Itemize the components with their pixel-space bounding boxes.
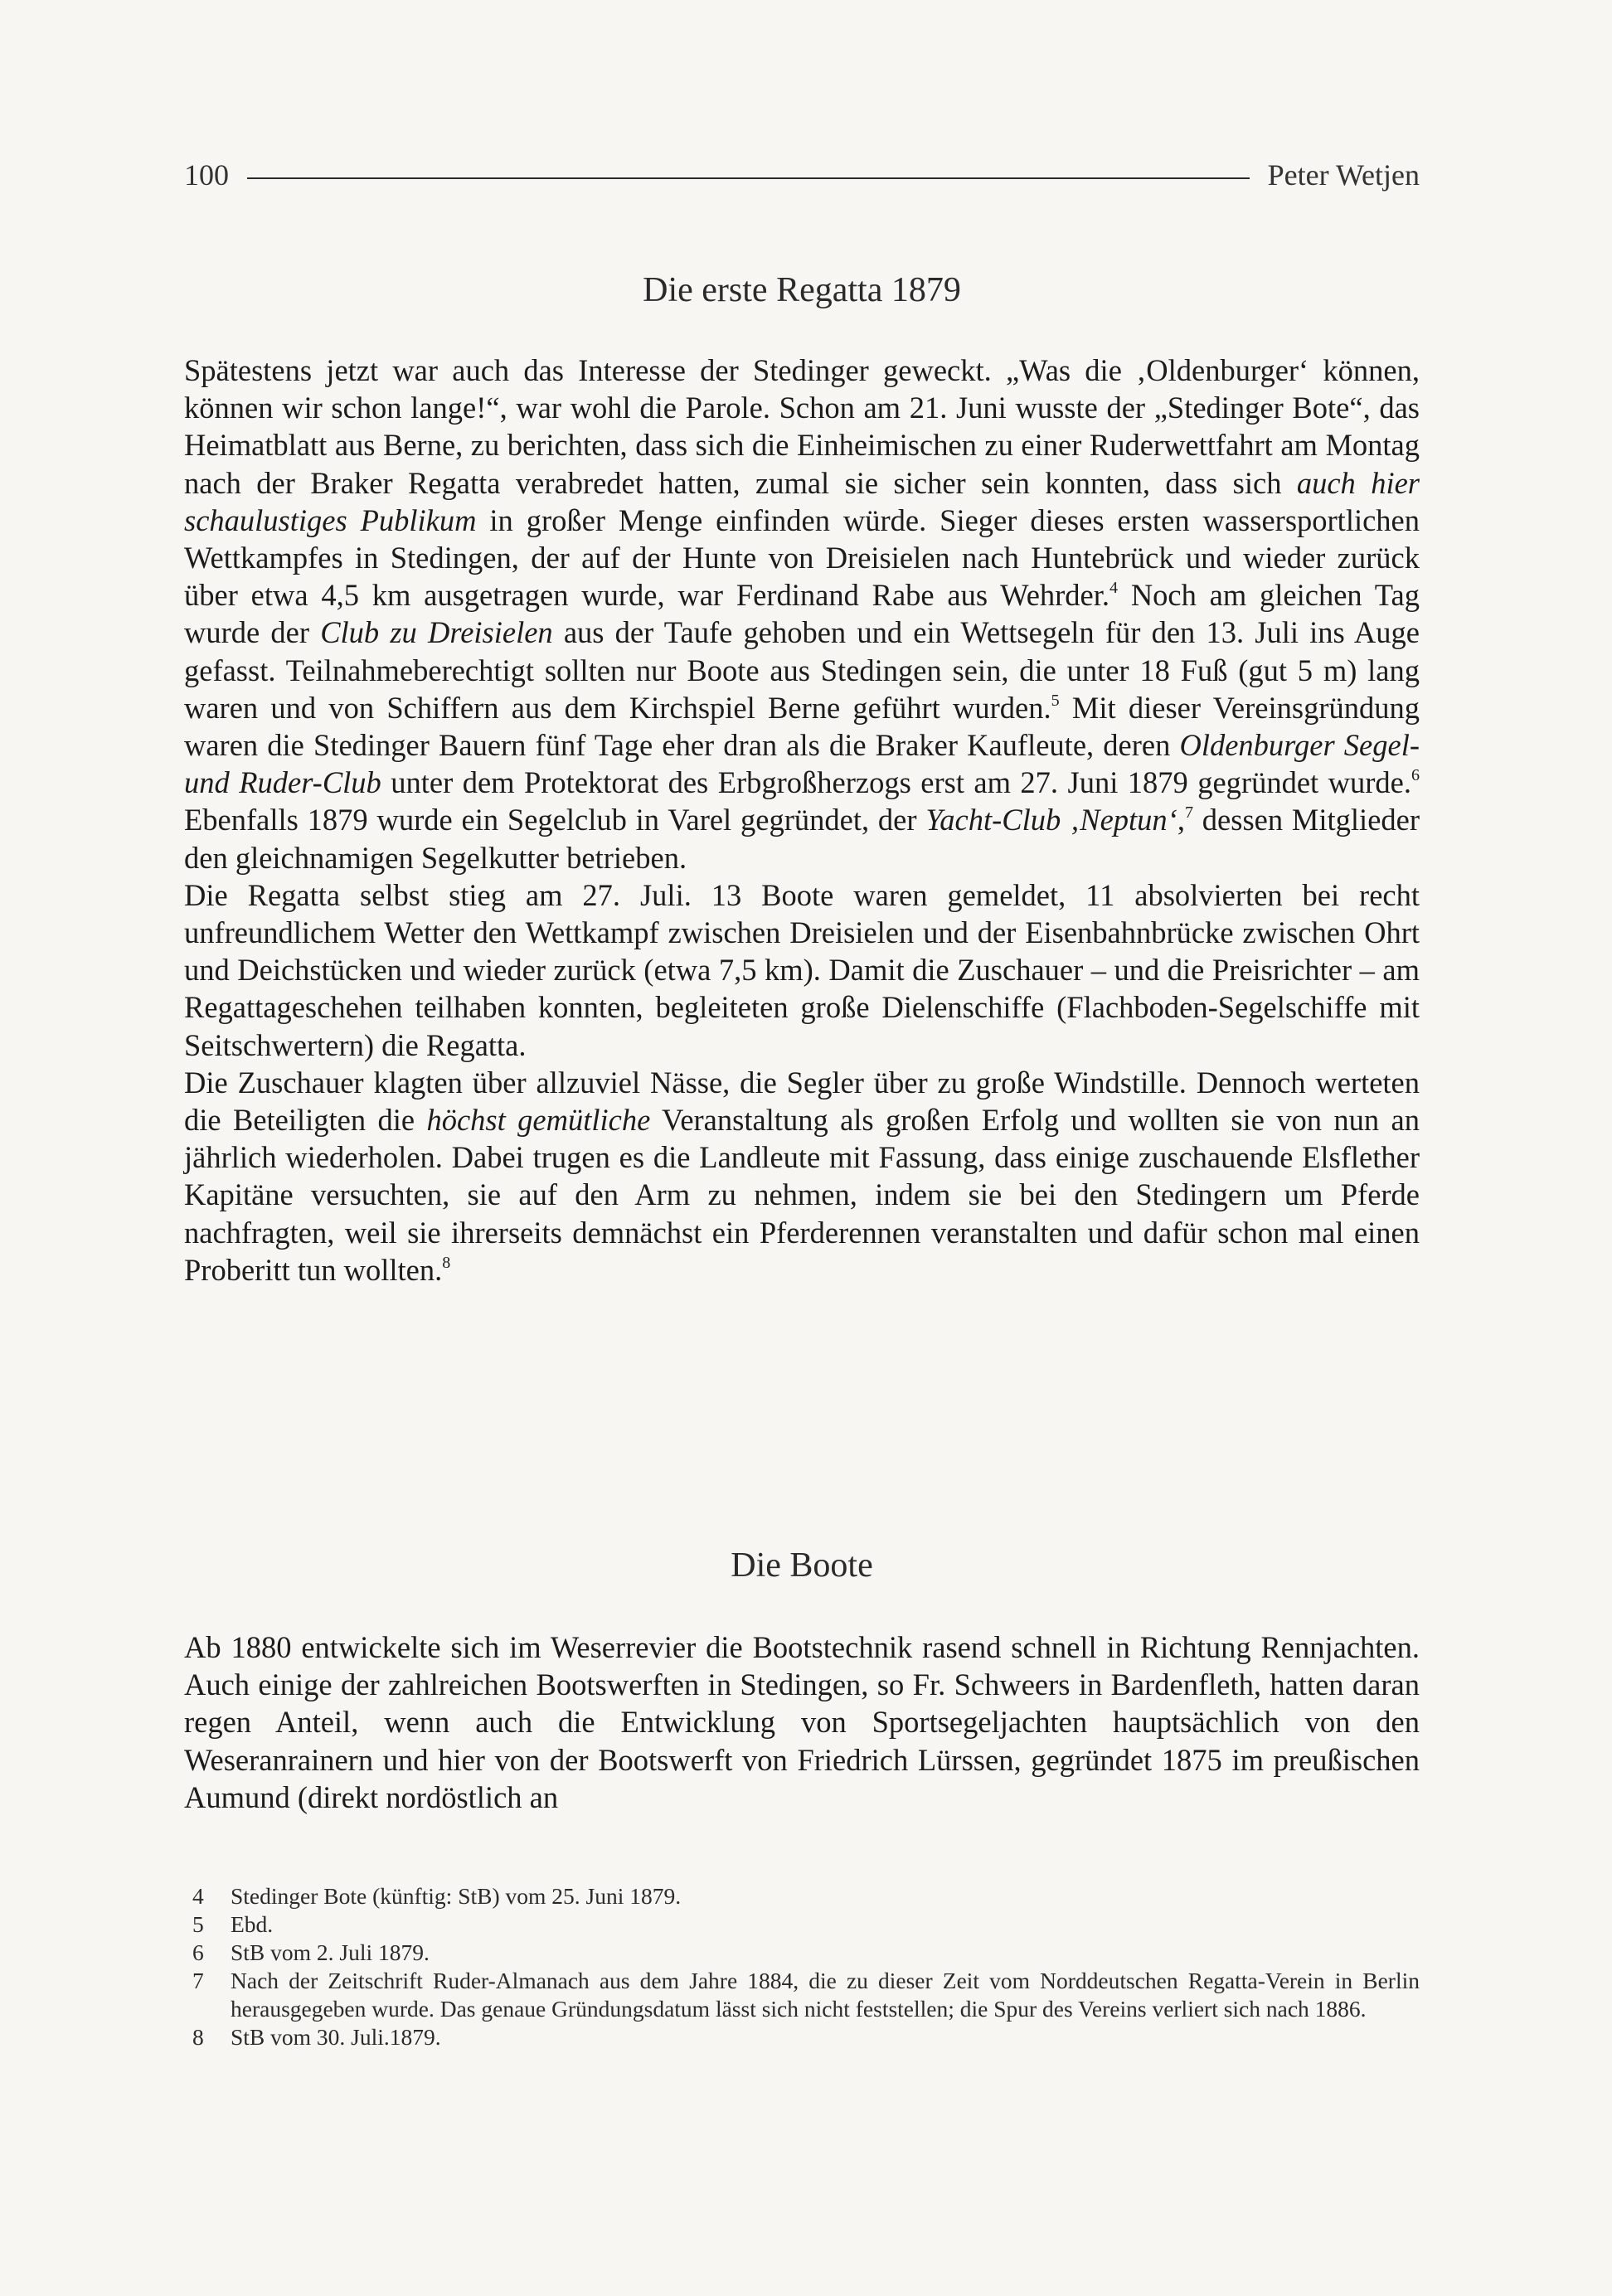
footnote xyxy=(192,1939,1420,1967)
footnote-ref[interactable]: 6 xyxy=(1410,766,1420,785)
running-header xyxy=(184,158,1420,192)
footnote-ref[interactable]: 8 xyxy=(442,1253,451,1272)
footnote-number: 5 xyxy=(192,1911,204,1937)
footnote-text: Nach der Zeitschrift Ruder-Almanach aus dem Jahre 1884, die zu dieser Zeit vom Norddeutschen Regatta-Verein in Berlin herausgegeben wurde. Das genaue Gründungsdatum lässt sich nicht feststellen; die Spur des Vereins verliert sich nach 1886. xyxy=(231,1968,1420,2022)
footnote-text: Ebd. xyxy=(231,1911,274,1937)
footnote-ref[interactable]: 5 xyxy=(1051,691,1060,710)
section-body-regatta xyxy=(184,352,1420,1289)
section-title-boote: Die Boote xyxy=(731,1546,873,1585)
footnote-ref[interactable]: 7 xyxy=(1184,803,1193,823)
header-rule xyxy=(247,177,1250,179)
section-title-regatta: Die erste Regatta 1879 xyxy=(643,271,961,309)
footnote-number: 7 xyxy=(192,1968,204,1993)
footnote-number: 4 xyxy=(192,1883,204,1909)
footnote-text: Stedinger Bote (künftig: StB) vom 25. Juni 1879. xyxy=(231,1883,682,1909)
footnote-ref[interactable]: 4 xyxy=(1109,579,1119,598)
running-head-author: Peter Wetjen xyxy=(1267,158,1420,192)
footnote xyxy=(192,1967,1420,2023)
paragraph: Spätestens jetzt war auch das Interesse der Stedinger geweckt. „Was die ‚Oldenburger‘ können, können wir schon lange!“, war wohl die Parole. Schon am 21. Juni wusste der „Stedinger Bote“, das Heimatblatt aus Berne, zu berichten, dass sich die Einheimischen zu einer Ruderwettfahrt am Montag nach der Braker Regatta verabredet hatten, zumal sie sicher sein konnten, dass sich auch hier schaulustiges Publikum in großer Menge einfinden würde. Sieger dieses ersten wassersportlichen Wettkampfes in Stedingen, der auf der Hunte von Dreisielen nach Huntebrück und wieder zurück über etwa 4,5 km ausgetragen wurde, war Ferdinand Rabe aus Wehrder.$^4$ Noch am gleichen Tag wurde der Club zu Dreisielen aus der Taufe gehoben und ein Wettsegeln für den 13. Juli ins Auge gefasst. Teilnahmeberechtigt sollten nur Boote aus Stedingen sein, die unter 18 Fuß (gut 5 m) lang waren und von Schiffern aus dem Kirchspiel Berne geführt wurden.$^5$ Mit dieser Vereinsgründung waren die Stedinger Bauern fünf Tage eher dran als die Braker Kaufleute, deren Oldenburger Segel- und Ruder-Club unter dem Protektorat des Erbgroßherzogs erst am 27. Juni 1879 gegründet wurde.$^6$ Ebenfalls 1879 wurde ein Segelclub in Varel gegründet, der Yacht-Club ‚Neptun‘,$^7$ dessen Mitglieder den gleichnamigen Segelkutter betrieben. xyxy=(184,353,1420,875)
footnotes xyxy=(192,1882,1420,2051)
footnote-number: 8 xyxy=(192,2024,204,2050)
paragraph: Die Regatta selbst stieg am 27. Juli. 13 Boote waren gemeldet, 11 absolvierten bei recht unfreundlichem Wetter den Wettkampf zwischen Dreisielen und der Eisenbahnbrücke zwischen Ohrt und Deichstücken und wieder zurück (etwa 7,5 km). Damit die Zuschauer – und die Preisrichter – am Regattageschehen teilhaben konnten, begleiteten große Dielenschiffe (Flachboden-Segelschiffe mit Seitschwertern) die Regatta. xyxy=(184,877,1420,1062)
footnote-text: StB vom 30. Juli.1879. xyxy=(231,2024,441,2050)
section-body-boote xyxy=(184,1629,1420,1816)
paragraph: Die Zuschauer klagten über allzuviel Nässe, die Segler über zu große Windstille. Dennoch werteten die Beteiligten die höchst gemütliche Veranstaltung als großen Erfolg und wollten sie von nun an jährlich wiederholen. Dabei trugen es die Landleute mit Fassung, dass einige zuschauende Elsflether Kapitäne versuchten, sie auf den Arm zu nehmen, indem sie bei den Stedingern um Pferde nachfragten, weil sie ihrerseits demnächst ein Pferderennen veranstalten und dafür schon mal einen Proberitt tun wollten.$^8$ xyxy=(184,1065,1420,1287)
footnote xyxy=(192,1910,1420,1939)
footnote-number: 6 xyxy=(192,1939,204,1965)
footnote-text: StB vom 2. Juli 1879. xyxy=(231,1939,430,1965)
footnote xyxy=(192,1882,1420,1910)
footnote xyxy=(192,2023,1420,2051)
page-number: 100 xyxy=(184,158,229,192)
paragraph: Ab 1880 entwickelte sich im Weserrevier die Bootstechnik rasend schnell in Richtung Rennjachten. Auch einige der zahlreichen Bootswerften in Stedingen, so Fr. Schweers in Bardenfleth, hatten daran regen Anteil, wenn auch die Entwicklung von Sportsegeljachten hauptsächlich von den Weseranrainern und hier von der Bootswerft von Friedrich Lürssen, gegründet 1875 im preußischen Aumund (direkt nordöstlich an xyxy=(184,1630,1420,1814)
